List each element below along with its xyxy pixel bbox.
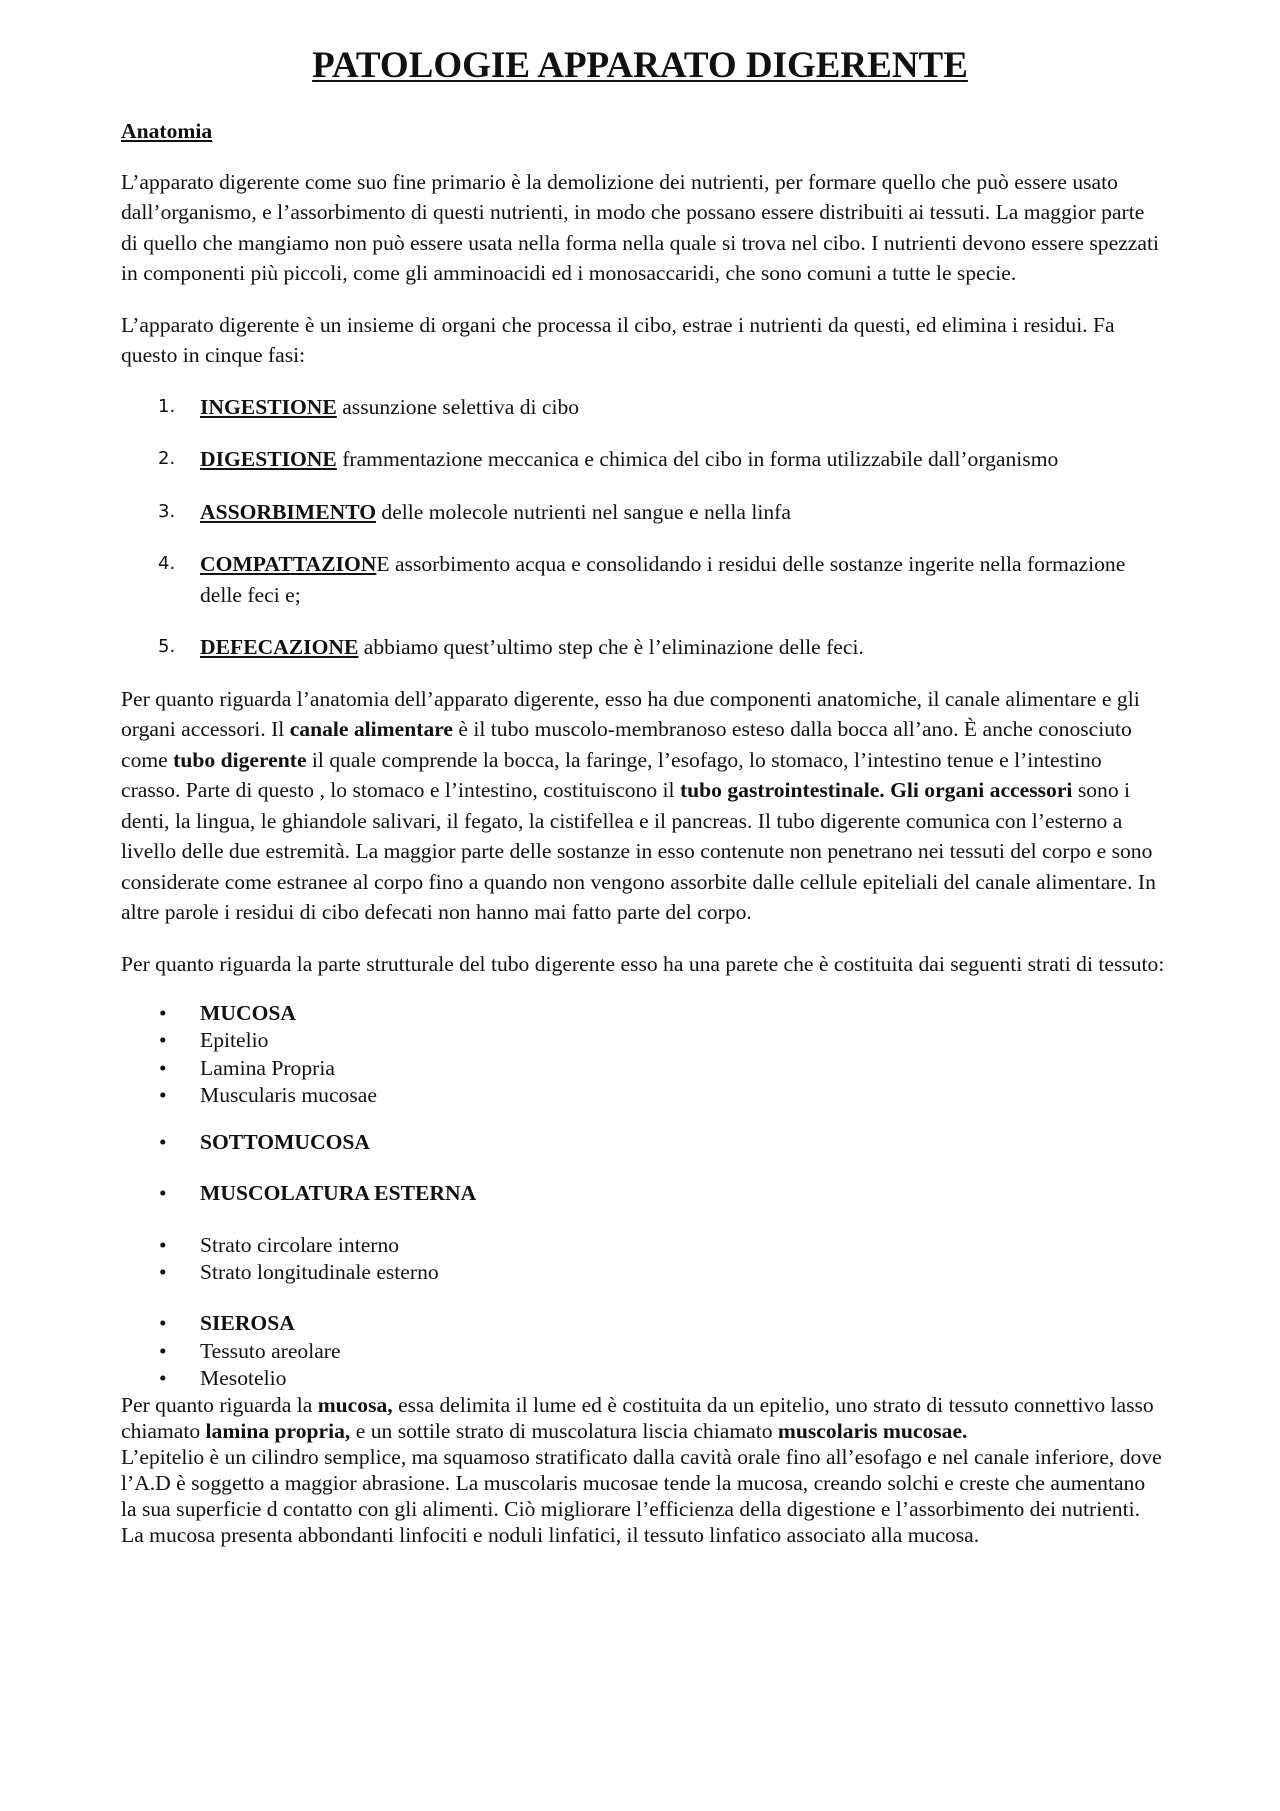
text-run: il quale comprende la bocca, la faringe, l’esofago, lo stomaco, l’intestino tenue e l’intestino crasso. Parte di questo , lo stomaco e l’intestino, costituiscono il — [121, 747, 1102, 802]
closing-paragraphs — [121, 1392, 1166, 1548]
phase-description: assorbimento acqua e consolidando i residui delle sostanze ingerite nella formazione delle feci e; — [200, 552, 1126, 607]
phase-item — [121, 444, 1166, 475]
layers-list-sottomucosa — [121, 1129, 1166, 1156]
phase-item — [121, 632, 1166, 663]
bold-term-mucosa: mucosa, — [317, 1393, 393, 1418]
list-item-text: Mesotelio — [200, 1365, 287, 1390]
list-item — [121, 1027, 1166, 1054]
bullet: • — [159, 1338, 167, 1363]
phase-term-tail: E — [376, 552, 390, 576]
phase-description: delle molecole nutrienti nel sangue e nella linfa — [376, 499, 791, 524]
list-item — [121, 1338, 1166, 1365]
list-item-text: Strato circolare interno — [200, 1232, 400, 1257]
list-item — [121, 1055, 1166, 1082]
list-item — [121, 1082, 1166, 1109]
bullet: • — [159, 1365, 167, 1390]
bullet: • — [159, 1232, 167, 1257]
layer-title: MUSCOLATURA ESTERNA — [200, 1181, 477, 1206]
layer-heading-muscolatura — [121, 1180, 1166, 1207]
text-run: essa delimita il lume ed è costituita da un epitelio, uno strato di tessuto connettivo lasso chiamato — [121, 1393, 1154, 1444]
phase-term: INGESTIONE — [200, 394, 337, 419]
anatomy-paragraph — [121, 684, 1166, 928]
phase-item — [121, 549, 1166, 610]
phase-term: COMPATTAZION — [200, 552, 377, 576]
text-run: e un sottile strato di muscolatura liscia chiamato — [350, 1419, 778, 1444]
phase-number: 4. — [158, 553, 176, 574]
phase-number: 5. — [158, 636, 176, 657]
bold-term-canale-alimentare: canale alimentare — [289, 717, 454, 741]
text-run: sono i denti, la lingua, le ghiandole salivari, il fegato, la cistifellea e il pancreas. Il tubo digerente comunica con l’esterno a livello delle due estremità. La maggior parte delle sostanze in esso contenute non penetrano nei tessuti del corpo e sono considerate come estranee al corpo fino a quando non vengono assorbite dalle cellule epiteliali del canale alimentare. In altre parole i residui di cibo defecati non hanno mai fatto parte del corpo. — [121, 778, 1156, 924]
layer-heading-mucosa — [121, 1000, 1166, 1027]
layer-title: SOTTOMUCOSA — [200, 1130, 370, 1155]
layer-title: SIEROSA — [200, 1311, 295, 1336]
list-item-text: Tessuto areolare — [200, 1338, 341, 1363]
layers-list-muscolatura-items — [121, 1232, 1166, 1287]
bullet: • — [159, 1082, 167, 1107]
phases-list — [121, 392, 1166, 663]
text-run: è il tubo muscolo-membranoso esteso dalla bocca all’ano. È anche conosciuto come — [121, 717, 1132, 772]
section-heading-anatomia: Anatomia — [121, 119, 213, 143]
phase-description: frammentazione meccanica e chimica del cibo in forma utilizzabile dall’organismo — [336, 447, 1059, 471]
layers-list-mucosa — [121, 1000, 1166, 1109]
structure-intro-paragraph: Per quanto riguarda la parte strutturale del tubo digerente esso ha una parete che è costituita dai seguenti strati di tessuto: — [121, 951, 1165, 976]
phase-item — [121, 497, 1166, 528]
layers-list-muscolatura-heading — [121, 1180, 1166, 1207]
document-body — [121, 116, 1166, 1548]
list-item — [121, 1365, 1166, 1392]
list-item-text: Epitelio — [200, 1028, 269, 1053]
document-title: PATOLOGIE APPARATO DIGERENTE — [312, 45, 968, 86]
phase-number: 1. — [158, 395, 176, 417]
mucosa-paragraph — [121, 1392, 1166, 1444]
text-run: Per quanto riguarda la — [121, 1393, 318, 1418]
layer-heading-sierosa — [121, 1310, 1166, 1337]
list-item — [121, 1259, 1166, 1286]
layer-title: MUCOSA — [200, 1001, 296, 1025]
layers-list-sierosa — [121, 1310, 1166, 1392]
bullet: • — [159, 1001, 167, 1025]
bold-term-lamina-propria: lamina propria, — [205, 1419, 351, 1444]
phase-term: DIGESTIONE — [200, 447, 337, 471]
epithelium-paragraph: L’epitelio è un cilindro semplice, ma squamoso stratificato dalla cavità orale fino all’esofago e nel canale inferiore, dove l’A.D è soggetto a maggior abrasione. La muscolaris mucosae tende la mucosa, creando solchi e creste che aumentano la sua superficie d contatto con gli alimenti. Ciò migliorare l’efficienza della digestione e l’assorbimento dei nutrienti. La mucosa presenta abbondanti linfociti e noduli linfatici, il tessuto linfatico associato alla mucosa. — [121, 1445, 1162, 1548]
phase-number: 2. — [158, 448, 176, 469]
bullet: • — [159, 1311, 167, 1336]
list-item-text: Strato longitudinale esterno — [200, 1260, 439, 1285]
bullet: • — [159, 1028, 167, 1053]
phases-intro-paragraph: L’apparato digerente è un insieme di organi che processa il cibo, estrae i nutrienti da questi, ed elimina i residui. Fa questo in cinque fasi: — [121, 312, 1115, 367]
list-item-text: Muscularis mucosae — [200, 1082, 377, 1107]
bullet: • — [159, 1181, 167, 1206]
list-item-text: Lamina Propria — [200, 1055, 335, 1080]
bullet: • — [159, 1055, 167, 1080]
text-run: Per quanto riguarda l’anatomia dell’apparato digerente, esso ha due componenti anatomiche, il canale alimentare e gli organi accessori. Il — [121, 686, 1140, 741]
intro-paragraph: L’apparato digerente come suo fine primario è la demolizione dei nutrienti, per formare quello che può essere usato dall’organismo, e l’assorbimento di questi nutrienti, in modo che possano essere distribuiti ai tessuti. La maggior parte di quello che mangiamo non può essere usata nella forma nella quale si trova nel cibo. I nutrienti devono essere spezzati in componenti più piccoli, come gli amminoacidi ed i monosaccaridi, che sono comuni a tutte le specie. — [121, 169, 1159, 285]
phase-term: ASSORBIMENTO — [200, 499, 376, 524]
phase-term: DEFECAZIONE — [200, 635, 359, 659]
phase-number: 3. — [158, 500, 176, 522]
phase-description: abbiamo quest’ultimo step che è l’eliminazione delle feci. — [358, 635, 864, 659]
bold-term-tubo-gastrointestinale: tubo gastrointestinale. Gli organi accessori — [679, 778, 1073, 802]
bullet: • — [159, 1130, 167, 1155]
phase-description: assunzione selettiva di cibo — [336, 394, 580, 419]
bullet: • — [159, 1260, 167, 1285]
layer-heading-sottomucosa — [121, 1129, 1166, 1156]
bold-term-tubo-digerente: tubo digerente — [173, 747, 307, 772]
phase-item — [121, 392, 1166, 423]
bold-term-muscolaris-mucosae: muscolaris mucosae. — [777, 1419, 968, 1444]
list-item — [121, 1232, 1166, 1259]
